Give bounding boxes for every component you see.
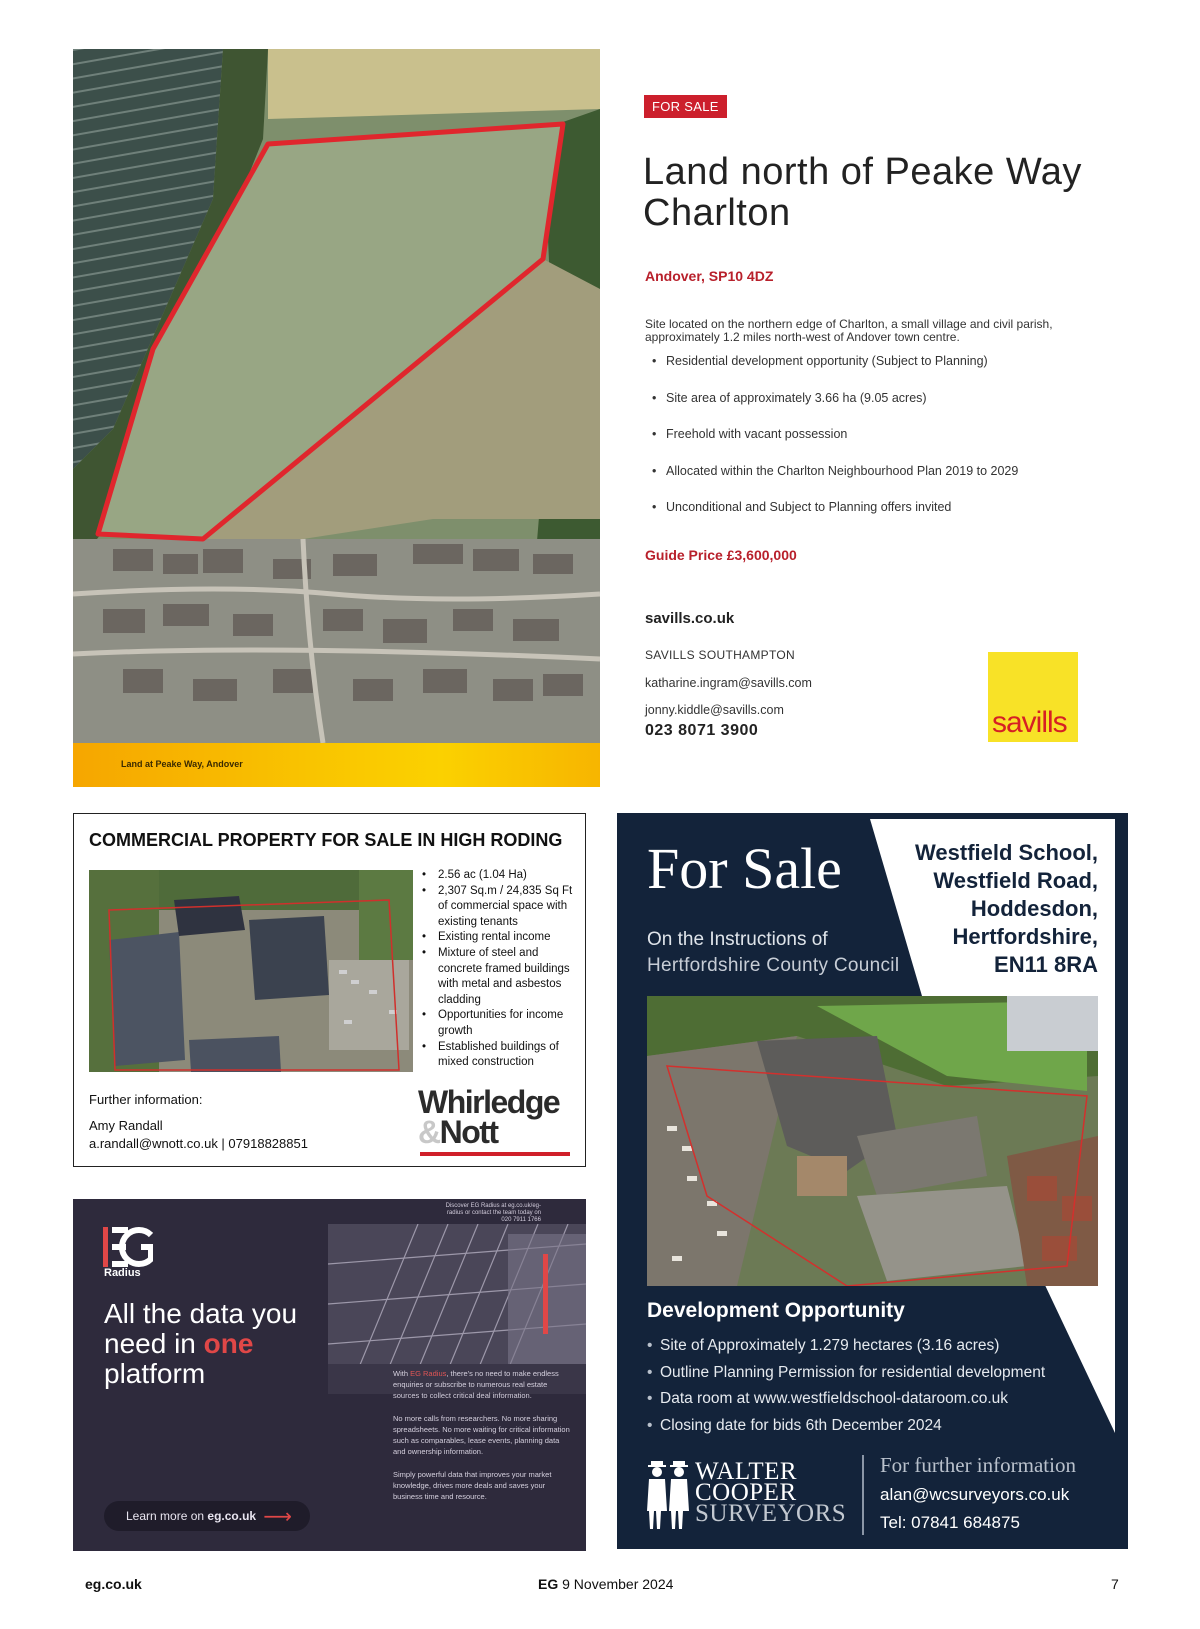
feature-item: • Data room at www.westfieldschool-dataroom.co.uk	[647, 1390, 1045, 1417]
listing-location: Andover, SP10 4DZ	[645, 268, 774, 284]
page-number: 7	[1111, 1576, 1119, 1592]
photo-caption: Land at Peake Way, Andover	[121, 759, 243, 769]
feature-item: • Site of Approximately 1.279 hectares (3.16 acres)	[647, 1337, 1045, 1364]
address-line: Hertfordshire,	[952, 924, 1098, 949]
body-text: With	[393, 1369, 411, 1378]
eg-body-copy	[393, 1368, 573, 1514]
logo-line: COOPER	[695, 1479, 797, 1506]
logo-line-2	[418, 1114, 498, 1151]
photo-caption-strip	[73, 743, 600, 787]
headline-part: All the data you need in	[104, 1298, 298, 1359]
feature-item: • Existing rental income	[420, 930, 580, 946]
aerial-land-image	[73, 49, 600, 743]
feature-item: • Closing date for bids 6th December 2024	[647, 1417, 1045, 1444]
further-info-label: Further information:	[89, 1092, 203, 1107]
eg-logo-icon	[103, 1227, 153, 1267]
body-paragraph	[393, 1368, 573, 1401]
footer-brand: EG	[538, 1576, 559, 1592]
agent-email-link[interactable]: alan@wcsurveyors.co.uk	[880, 1485, 1070, 1504]
westfield-school-advert	[617, 813, 1128, 1549]
address-line: Westfield Road,	[933, 868, 1098, 893]
listing-title: Land north of Peake Way Charlton	[643, 151, 1082, 234]
advert-heading: COMMERCIAL PROPERTY FOR SALE IN HIGH RODING	[89, 830, 563, 850]
eg-headline	[104, 1299, 344, 1389]
listing-intro: Site located on the northern edge of Charlton, a small village and civil parish, approximately 1.2 miles north-west of Andover town centre.	[645, 317, 1053, 344]
eg-radius-advert	[73, 1199, 586, 1551]
feature-item: • Opportunities for income growth	[420, 1008, 580, 1039]
footer-date: 9 November 2024	[558, 1576, 674, 1592]
savills-aerial-photo	[73, 49, 600, 743]
feature-item: • 2.56 ac (1.04 Ha)	[420, 868, 580, 884]
address-line: EN11 8RA	[994, 952, 1098, 977]
eg-promo-text: Discover EG Radius at eg.co.uk/eg-radius or contact the team today on 020 7911 1766	[445, 1203, 541, 1223]
body-paragraph: No more calls from researchers. No more sharing spreadsheets. No more waiting for critical information such as comparables, lease events, planning data and ownership information.	[393, 1414, 570, 1456]
feature-item: • 2,307 Sq.m / 24,835 Sq Ft of commercial space with existing tenants	[420, 884, 580, 931]
logo-line: SURVEYORS	[695, 1500, 847, 1527]
savills-office: SAVILLS SOUTHAMPTON	[645, 648, 795, 662]
listing-features	[652, 354, 1018, 537]
footer-site-link[interactable]: eg.co.uk	[85, 1576, 142, 1592]
feature-item: • Allocated within the Charlton Neighbourhood Plan 2019 to 2029	[652, 464, 1018, 501]
logo-line-1: Whirledge	[418, 1084, 560, 1120]
eg-logo-subtitle: Radius	[104, 1267, 141, 1279]
savills-phone[interactable]: 023 8071 3900	[645, 722, 759, 739]
cta-link-text: eg.co.uk	[207, 1509, 257, 1523]
savills-logo-text: savills	[992, 706, 1067, 739]
whirledge-nott-logo	[418, 1084, 574, 1156]
cta-text: Learn more on	[126, 1509, 208, 1523]
savills-logo	[988, 652, 1078, 742]
agent-phone[interactable]: Tel: 07841 684875	[880, 1513, 1020, 1532]
commercial-features	[420, 868, 580, 1071]
commercial-aerial-photo	[89, 870, 413, 1072]
headline-part: platform	[104, 1358, 206, 1389]
arrow-right-icon: ⟶	[263, 1506, 292, 1528]
school-aerial-photo	[647, 996, 1098, 1286]
learn-more-button[interactable]	[104, 1501, 310, 1531]
walter-cooper-wordmark	[695, 1458, 847, 1527]
guide-price: Guide Price £3,600,000	[645, 547, 797, 563]
agent-email-link[interactable]: katharine.ingram@savills.com	[645, 676, 812, 690]
logo-ampersand: &	[418, 1114, 440, 1150]
feature-item: • Mixture of steel and concrete framed buildings with metal and asbestos cladding	[420, 946, 580, 1008]
school-site-image	[647, 996, 1098, 1286]
two-gentlemen-icon	[645, 1461, 691, 1531]
feature-item: • Established buildings of mixed construction	[420, 1040, 580, 1071]
feature-item: • Site area of approximately 3.66 ha (9.05 acres)	[652, 391, 1018, 428]
development-features	[647, 1337, 1045, 1443]
logo-line: WALTER	[695, 1458, 798, 1485]
instructions-line: On the Instructions of	[647, 929, 828, 950]
feature-item: • Unconditional and Subject to Planning offers invited	[652, 500, 1018, 537]
body-highlight: EG Radius	[410, 1369, 447, 1378]
savills-website-link[interactable]: savills.co.uk	[645, 610, 735, 627]
walter-cooper-logo	[645, 1458, 855, 1533]
for-sale-headline: For Sale	[647, 836, 842, 901]
feature-item: • Freehold with vacant possession	[652, 427, 1018, 464]
contact-name: Amy Randall	[89, 1118, 163, 1133]
instructing-client: Hertfordshire County Council	[647, 955, 900, 976]
logo-underline	[420, 1152, 570, 1156]
commercial-site-image	[89, 870, 413, 1072]
further-info-label: For further information	[880, 1453, 1076, 1477]
for-sale-tag: FOR SALE	[644, 95, 727, 118]
whirledge-nott-advert	[73, 813, 586, 1167]
contact-details[interactable]: a.randall@wnott.co.uk | 07918828851	[89, 1136, 308, 1151]
feature-item: • Outline Planning Permission for residential development	[647, 1364, 1045, 1391]
headline-accent: one	[203, 1328, 254, 1359]
feature-item: • Residential development opportunity (Subject to Planning)	[652, 354, 1018, 391]
body-paragraph: Simply powerful data that improves your market knowledge, drives more deals and saves your business time and resource.	[393, 1470, 552, 1501]
development-title: Development Opportunity	[647, 1299, 905, 1322]
logo-line-2-text: Nott	[439, 1114, 498, 1150]
footer-issue-date	[538, 1576, 673, 1592]
property-address	[915, 839, 1098, 979]
logo-divider	[862, 1455, 864, 1535]
body-text: , there's no need to make endless enquiries or subscribe to numerous real estate sources to collect critical deal information.	[393, 1369, 559, 1400]
address-line: Hoddesdon,	[970, 896, 1098, 921]
agent-email-link[interactable]: jonny.kiddle@savills.com	[645, 703, 784, 717]
address-line: Westfield School,	[915, 840, 1098, 865]
